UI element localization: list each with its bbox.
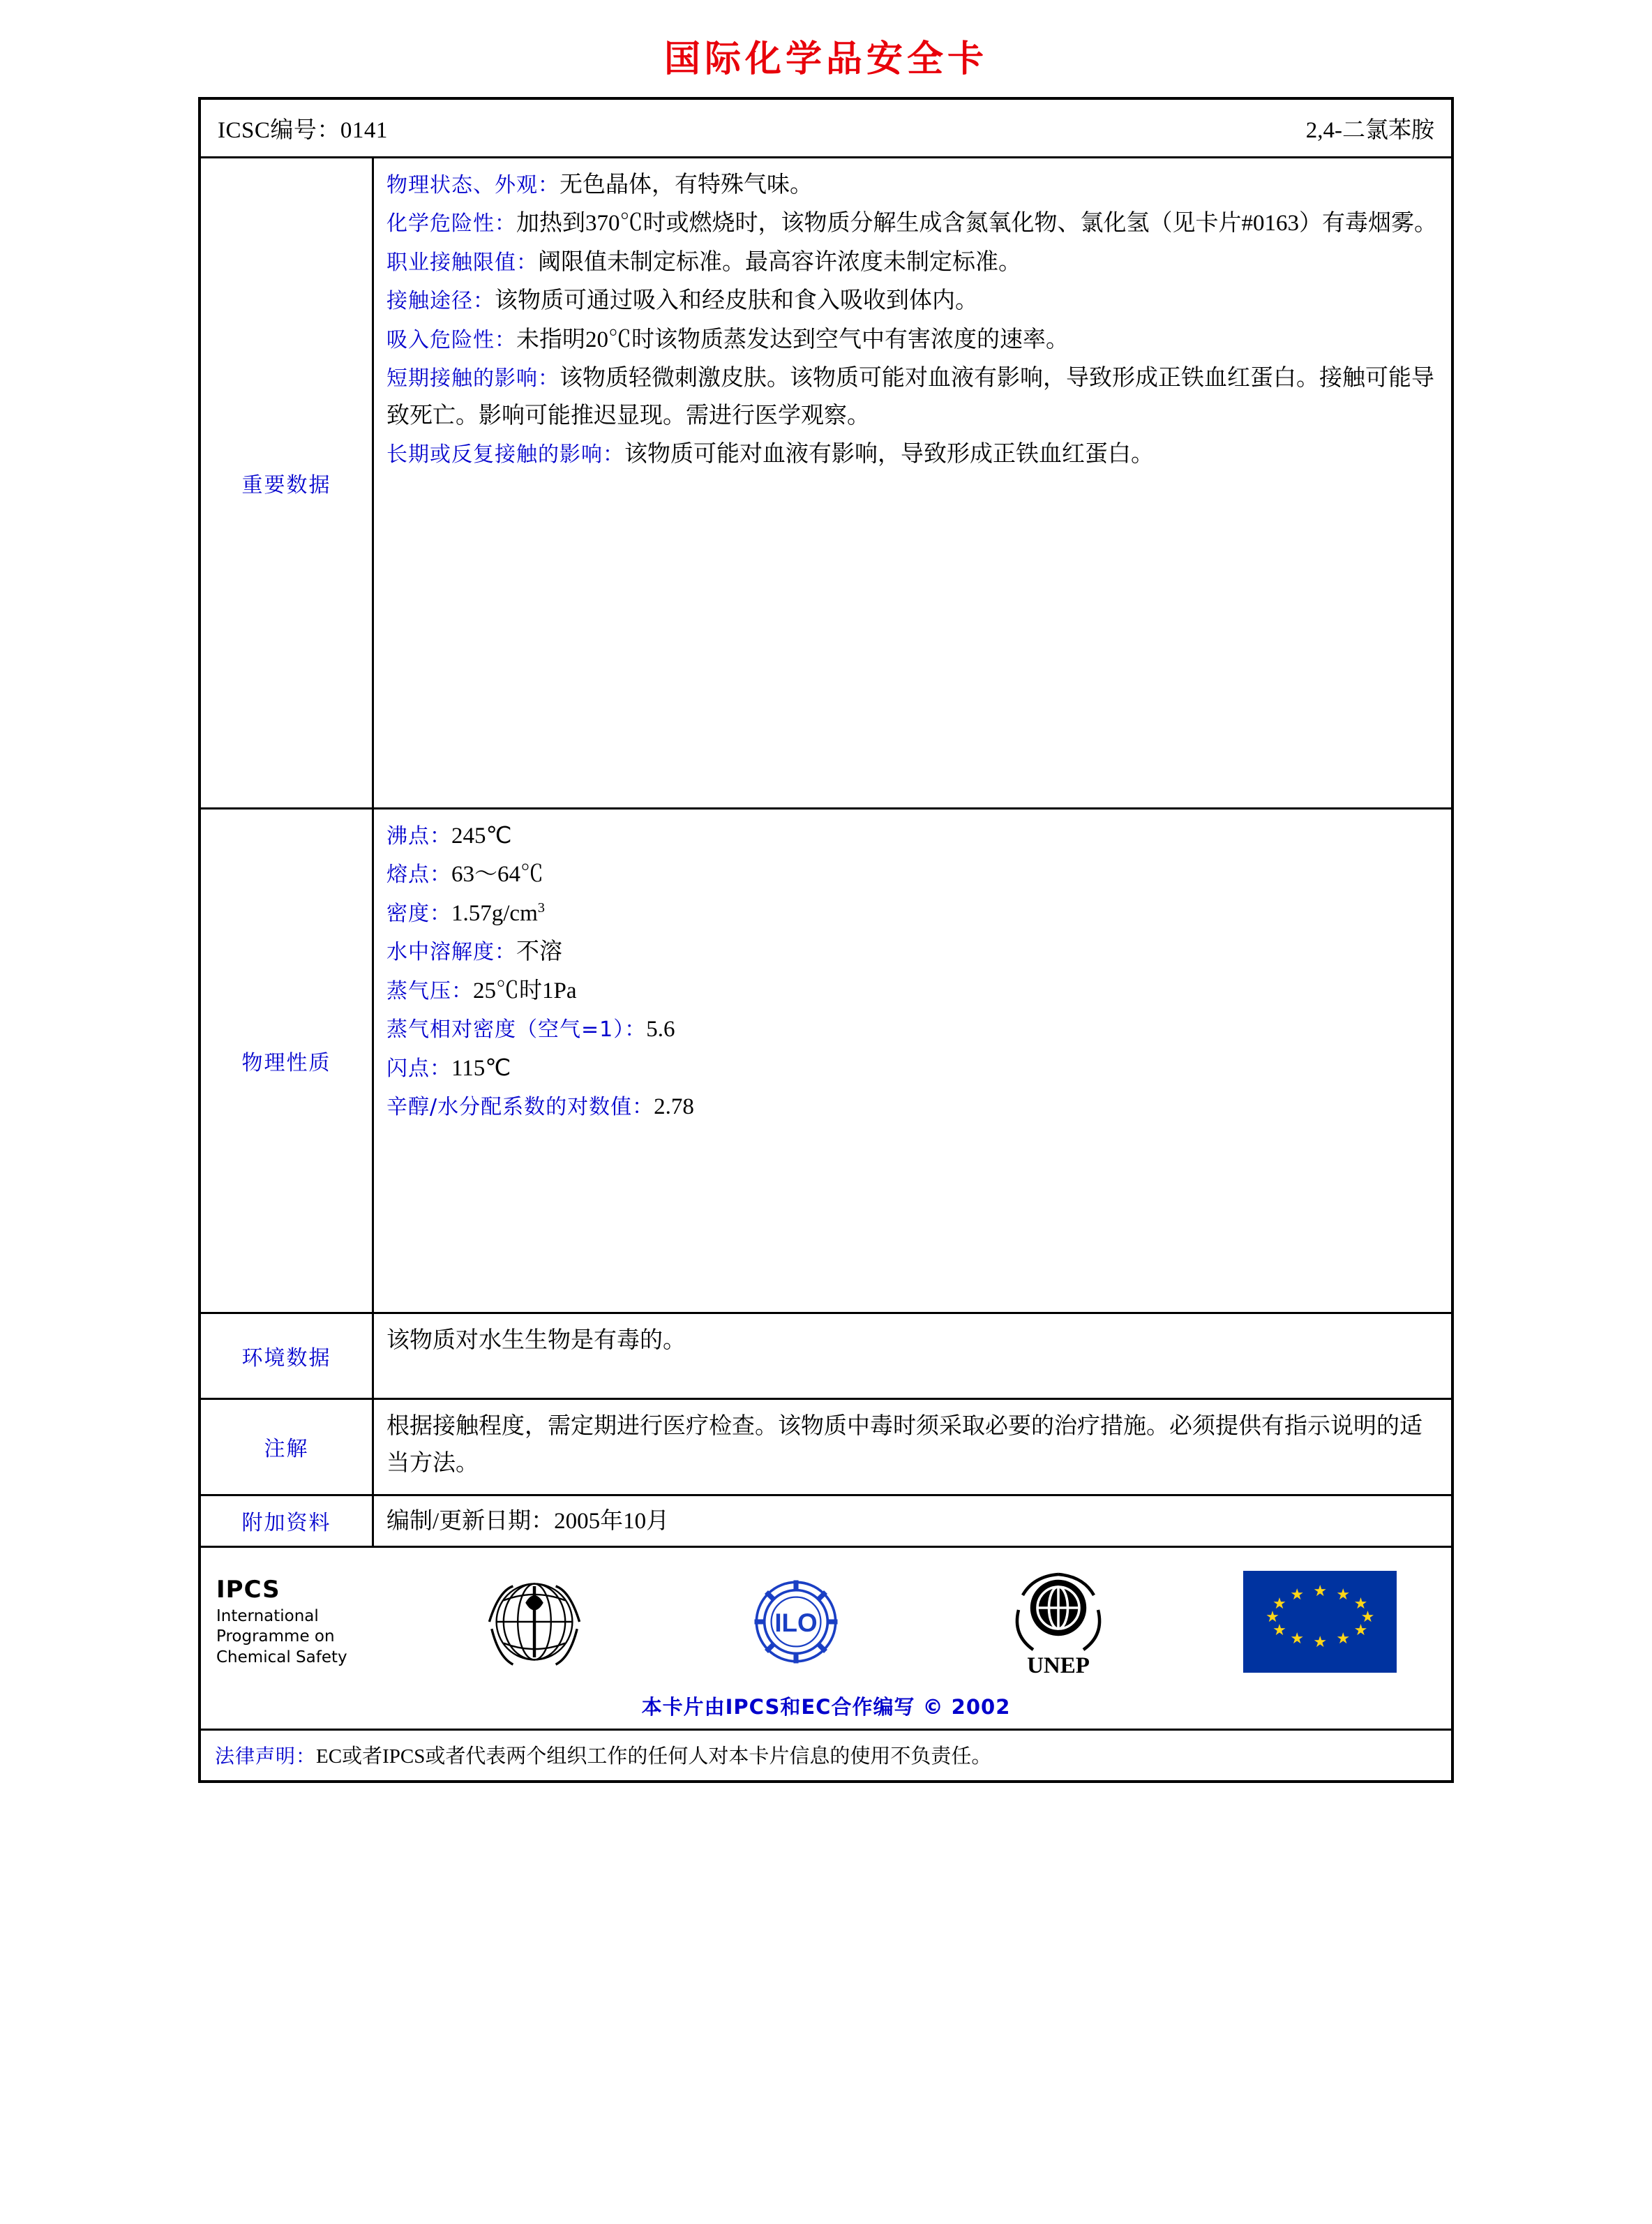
- entry-value: 加热到370℃时或燃烧时，该物质分解生成含氮氧化物、氯化氢（见卡片#0163）有毒烟雾。: [516, 211, 1437, 237]
- prop-value: 1.57g/cm: [451, 900, 538, 926]
- prop-flash-point: [386, 1050, 1439, 1087]
- entry-occupational-limits: [386, 244, 1439, 281]
- label-environmental-data: 环境数据: [201, 1314, 374, 1398]
- section-environmental-data: [201, 1314, 1451, 1400]
- ilo-logo-slot: [666, 1559, 928, 1685]
- physical-properties-content: [374, 809, 1451, 1312]
- entry-value: 该物质可能对血液有影响，导致形成正铁血红蛋白。: [624, 442, 1154, 468]
- eu-flag: ★ ★ ★ ★ ★ ★ ★ ★ ★ ★ ★ ★: [1243, 1571, 1397, 1673]
- ipcs-block: [201, 1576, 403, 1668]
- prop-value: 5.6: [646, 1017, 675, 1043]
- prop-value: 不溶: [516, 939, 562, 965]
- notes-text: 根据接触程度，需定期进行医疗检查。该物质中毒时须采取必要的治疗措施。必须提供有指示说明的适当方法。: [386, 1414, 1422, 1477]
- prop-vapour-pressure: [386, 973, 1439, 1010]
- entry-long-term-effects: [386, 436, 1439, 473]
- entry-key: 短期接触的影响：: [386, 366, 560, 391]
- entry-physical-state: [386, 167, 1439, 204]
- who-logo-slot: [403, 1559, 666, 1685]
- unep-label: UNEP: [1026, 1653, 1090, 1679]
- ipcs-full-name: [216, 1606, 403, 1668]
- section-additional-info: [201, 1496, 1451, 1548]
- additional-info-text: 编制/更新日期：2005年10月: [386, 1508, 670, 1534]
- icsc-number: 0141: [340, 118, 388, 143]
- entry-routes-of-exposure: [386, 283, 1439, 320]
- prop-key: 辛醇/水分配系数的对数值：: [386, 1095, 654, 1120]
- prop-relative-vapour-density: [386, 1011, 1439, 1048]
- prop-key: 闪点：: [386, 1056, 451, 1081]
- entry-key: 物理状态、外观：: [386, 173, 560, 197]
- entry-value: 该物质轻微刺激皮肤。该物质可能对血液有影响，导致形成正铁血红蛋白。接触可能导致死亡。影响可能推迟显现。需进行医学观察。: [386, 366, 1434, 428]
- page-title: 国际化学品安全卡: [663, 38, 988, 80]
- additional-info-content: [374, 1496, 1451, 1546]
- logos-inner: [201, 1548, 1451, 1690]
- section-notes: [201, 1400, 1451, 1496]
- footer-logos-row: [201, 1548, 1451, 1731]
- prop-density: [386, 895, 1439, 932]
- entry-key: 吸入危险性：: [386, 327, 516, 352]
- entry-inhalation-risk: [386, 322, 1439, 359]
- safety-card: [198, 97, 1454, 1783]
- entry-key: 接触途径：: [386, 289, 495, 314]
- prop-key: 蒸气压：: [386, 978, 473, 1003]
- notes-content: [374, 1400, 1451, 1494]
- entry-value: 无色晶体，有特殊气味。: [560, 172, 813, 197]
- prop-value: 2.78: [654, 1094, 694, 1120]
- prop-key: 熔点：: [386, 863, 451, 888]
- environmental-data-content: [374, 1314, 1451, 1398]
- copyright-caption: 本卡片由IPCS和EC合作编写 © 2002: [641, 1694, 1011, 1719]
- unep-logo: [996, 1564, 1121, 1679]
- card-header: [201, 100, 1451, 158]
- prop-boiling-point: [386, 818, 1439, 855]
- prop-key: 密度：: [386, 901, 451, 926]
- prop-value: 245℃: [451, 823, 512, 849]
- ipcs-abbr: IPCS: [216, 1575, 280, 1604]
- prop-key: 沸点：: [386, 824, 451, 849]
- label-additional-info: 附加资料: [201, 1496, 374, 1546]
- prop-melting-point: [386, 856, 1439, 893]
- ipcs-line-2: Programme on: [216, 1627, 335, 1646]
- legal-label: 法律声明：: [215, 1744, 317, 1768]
- label-physical-properties: 物理性质: [201, 809, 374, 1312]
- important-data-content: [374, 158, 1451, 807]
- entry-key: 长期或反复接触的影响：: [386, 442, 624, 468]
- icsc-label: ICSC编号：: [218, 118, 340, 143]
- prop-density-exponent: 3: [537, 900, 545, 916]
- prop-value: 25℃时1Pa: [473, 978, 577, 1003]
- entry-value: 阈限值未制定标准。最高容许浓度未制定标准。: [538, 249, 1021, 275]
- legal-text: EC或者IPCS或者代表两个组织工作的任何人对本卡片信息的使用不负责任。: [316, 1745, 992, 1768]
- entry-chemical-hazards: [386, 205, 1439, 242]
- prop-value: 115℃: [451, 1055, 511, 1081]
- who-logo: [475, 1562, 594, 1681]
- icsc-number-block: [218, 112, 388, 144]
- environmental-data-text: 该物质对水生生物是有毒的。: [386, 1328, 686, 1353]
- label-notes: 注解: [201, 1400, 374, 1494]
- entry-value: 未指明20℃时该物质蒸发达到空气中有害浓度的速率。: [516, 327, 1069, 352]
- entry-short-term-effects: [386, 360, 1439, 435]
- ipcs-line-1: International: [216, 1606, 319, 1625]
- prop-value: 63～64℃: [451, 862, 543, 888]
- section-physical-properties: [201, 809, 1451, 1314]
- ilo-logo: [737, 1569, 855, 1674]
- entry-value: 该物质可通过吸入和经皮肤和食入吸收到体内。: [495, 288, 978, 314]
- prop-water-solubility: [386, 934, 1439, 971]
- legal-notice: [201, 1731, 1451, 1780]
- prop-log-pow: [386, 1089, 1439, 1126]
- section-important-data: [201, 158, 1451, 809]
- label-important-data: 重要数据: [201, 158, 374, 807]
- substance-name: 2,4-二氯苯胺: [1305, 118, 1434, 143]
- ipcs-line-3: Chemical Safety: [216, 1648, 347, 1666]
- prop-key: 水中溶解度：: [386, 940, 516, 965]
- eu-flag-slot: [1189, 1559, 1452, 1685]
- entry-key: 职业接触限值：: [386, 250, 538, 275]
- ilo-logo-text: ILO: [774, 1609, 818, 1638]
- entry-key: 化学危险性：: [386, 211, 516, 237]
- unep-logo-slot: [927, 1559, 1189, 1685]
- prop-key: 蒸气相对密度（空气=1）：: [386, 1017, 647, 1043]
